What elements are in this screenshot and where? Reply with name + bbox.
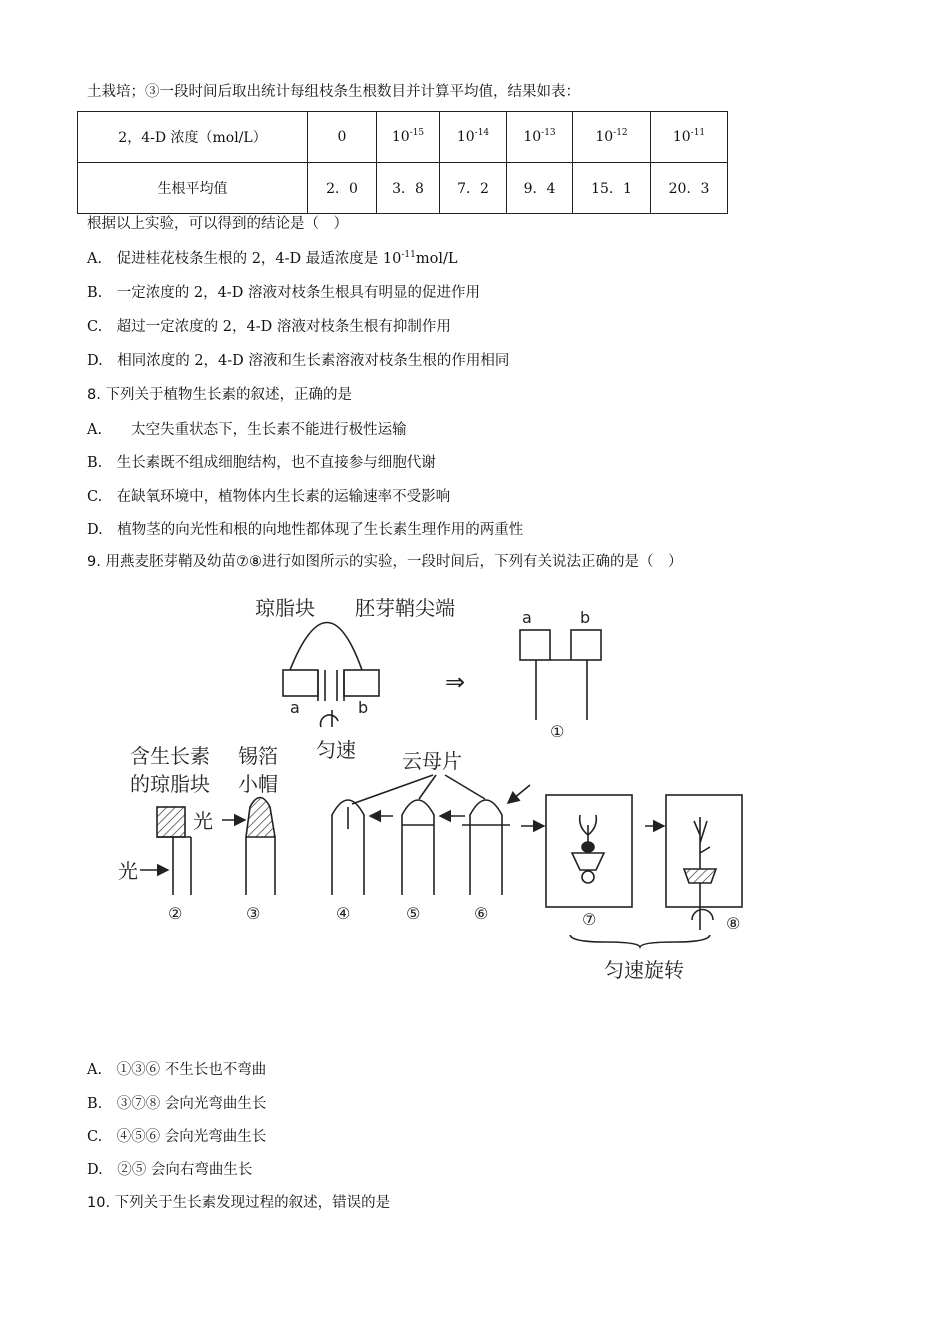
q9-stem: 9. 用燕麦胚芽鞘及幼苗⑦⑧进行如图所示的实验，一段时间后，下列有关说法正确的是（ ） bbox=[87, 554, 683, 570]
coleoptile-tip bbox=[290, 623, 362, 671]
label-a: a bbox=[290, 698, 300, 717]
table-row bbox=[78, 112, 728, 163]
pot-8 bbox=[684, 869, 716, 883]
label-foil-cap-1: 锡箔 bbox=[238, 744, 278, 768]
q7-option-b[interactable]: B. 一定浓度的 2，4-D 溶液对枝条生根具有明显的促进作用 bbox=[87, 285, 480, 301]
q8-option-c[interactable]: C. 在缺氧环境中，植物体内生长素的运输速率不受影响 bbox=[87, 489, 451, 505]
rotation-arrow bbox=[320, 715, 338, 727]
label-5: ⑤ bbox=[406, 904, 421, 923]
label-coleoptile-tip: 胚芽鞘尖端 bbox=[355, 596, 455, 620]
q8-option-a[interactable]: A. 太空失重状态下，生长素不能进行极性运输 bbox=[87, 422, 407, 438]
q9-option-d[interactable]: D. ②⑤ 会向右弯曲生长 bbox=[87, 1162, 253, 1178]
intro-line: 土栽培；③一段时间后取出统计每组枝条生根数目并计算平均值，结果如表： bbox=[87, 84, 580, 100]
coleoptile-5 bbox=[402, 800, 434, 895]
q8-option-b[interactable]: B. 生长素既不组成细胞结构，也不直接参与细胞代谢 bbox=[87, 455, 436, 471]
experiment-figure bbox=[100, 585, 760, 985]
table-cell: 0 bbox=[308, 112, 377, 163]
label-uniform-speed: 匀速 bbox=[316, 738, 356, 762]
table-cell: 2．0 bbox=[308, 163, 377, 214]
block-b bbox=[571, 630, 601, 660]
label-7: ⑦ bbox=[582, 910, 597, 929]
table-cell: $10^{-13}$ bbox=[507, 112, 573, 163]
q7-option-d[interactable]: D. 相同浓度的 2，4-D 溶液和生长素溶液对枝条生根的作用相同 bbox=[87, 353, 510, 369]
q7-stem: 根据以上实验，可以得到的结论是（ ） bbox=[87, 216, 348, 232]
label-6: ⑥ bbox=[474, 904, 489, 923]
q9-option-c[interactable]: C. ④⑤⑥ 会向光弯曲生长 bbox=[87, 1129, 267, 1145]
brace bbox=[570, 935, 710, 947]
q7-option-a[interactable]: A. 促进桂花枝条生根的 2，4-D 最适浓度是 $10^{-11}mol/L$ bbox=[87, 250, 458, 267]
label-b-block: b bbox=[580, 608, 591, 627]
block-a bbox=[520, 630, 550, 660]
agar-block-b bbox=[344, 670, 379, 696]
auxin-agar-block bbox=[157, 807, 185, 837]
label-auxin-agar-2: 的琼脂块 bbox=[130, 772, 210, 796]
table-cell: $10^{-15}$ bbox=[377, 112, 440, 163]
label-2: ② bbox=[168, 904, 183, 923]
rooting-header: 生根平均值 bbox=[78, 163, 308, 214]
table-cell: 20．3 bbox=[651, 163, 728, 214]
table-cell: 7．2 bbox=[440, 163, 507, 214]
label-b: b bbox=[358, 698, 369, 717]
label-a-block: a bbox=[522, 608, 532, 627]
q9-option-b[interactable]: B. ③⑦⑧ 会向光弯曲生长 bbox=[87, 1096, 267, 1112]
label-mica: 云母片 bbox=[402, 749, 462, 773]
label-1: ① bbox=[550, 722, 565, 741]
table-cell: $10^{-14}$ bbox=[440, 112, 507, 163]
coleoptile-6 bbox=[470, 800, 502, 895]
table-cell: $10^{-12}$ bbox=[573, 112, 651, 163]
q8-stem: 8. 下列关于植物生长素的叙述，正确的是 bbox=[87, 387, 352, 403]
q9-option-a[interactable]: A. ①③⑥ 不生长也不弯曲 bbox=[87, 1062, 267, 1078]
label-light-3: 光 bbox=[193, 809, 213, 833]
table-row bbox=[78, 163, 728, 214]
label-auxin-agar-1: 含生长素 bbox=[130, 744, 210, 768]
label-light-2: 光 bbox=[118, 859, 138, 883]
label-foil-cap-2: 小帽 bbox=[238, 772, 278, 796]
pot-7 bbox=[572, 853, 604, 870]
label-4: ④ bbox=[336, 904, 351, 923]
table-cell: 3．8 bbox=[377, 163, 440, 214]
concentration-header: 2，4-D 浓度（mol/L） bbox=[78, 112, 308, 163]
agar-block-a bbox=[283, 670, 318, 696]
label-3: ③ bbox=[246, 904, 261, 923]
label-agar-block: 琼脂块 bbox=[255, 596, 315, 620]
q7-option-c[interactable]: C. 超过一定浓度的 2，4-D 溶液对枝条生根有抑制作用 bbox=[87, 319, 451, 335]
label-8: ⑧ bbox=[726, 914, 741, 933]
table-cell: 15．1 bbox=[573, 163, 651, 214]
table-cell: 9．4 bbox=[507, 163, 573, 214]
q8-option-d[interactable]: D. 植物茎的向光性和根的向地性都体现了生长素生理作用的两重性 bbox=[87, 522, 524, 538]
foil-cap bbox=[246, 798, 275, 838]
data-table bbox=[77, 111, 728, 214]
q10-stem: 10. 下列关于生长素发现过程的叙述，错误的是 bbox=[87, 1195, 391, 1211]
table-cell: $10^{-11}$ bbox=[651, 112, 728, 163]
label-uniform-rotation: 匀速旋转 bbox=[604, 958, 684, 982]
transfer-arrow: ⇒ bbox=[445, 668, 466, 696]
